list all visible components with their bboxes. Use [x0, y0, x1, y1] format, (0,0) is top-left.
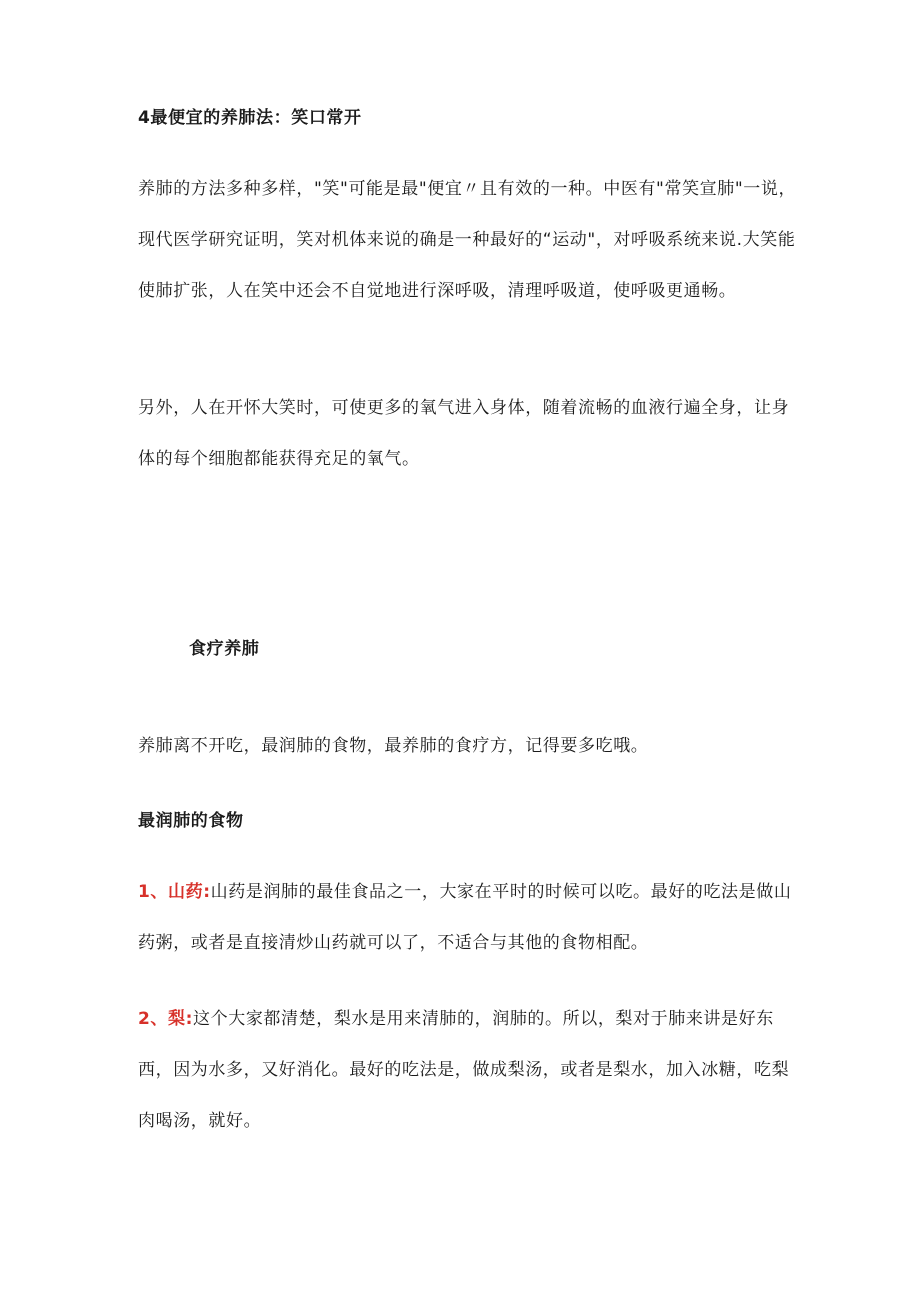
section4-heading: 4最便宜的养肺法：笑口常开: [138, 108, 362, 128]
food-item-yam: [138, 867, 798, 969]
food-therapy-heading: 食疗养肺: [189, 639, 260, 659]
intro-paragraph: 养肺的方法多种多样，"笑"可能是最"便宜〃且有效的一种。中医有"常笑宣肺"一说，现代医学研究证明，笑对机体来说的确是一种最好的“运动"，对呼吸系统来说.大笑能使肺扩张，人在笑中还会不自觉地进行深呼吸，清理呼吸道，使呼吸更通畅。: [138, 179, 797, 301]
another-paragraph: 另外，人在开怀大笑时，可使更多的氧气进入身体，随着流畅的血液行遍全身，让身体的每个细胞都能获得充足的氧气。: [138, 398, 790, 469]
food-intro-paragraph: 养肺离不开吃，最润肺的食物，最养肺的食疗方，记得要多吃哦。: [138, 736, 649, 756]
food-item-text: 山药是润肺的最佳食品之一，大家在平时的时候可以吃。最好的吃法是做山药粥，或者是直接清炒山药就可以了，不适合与其他的食物相配。: [138, 882, 792, 953]
food-item-label: 1、山药:: [138, 882, 211, 902]
food-item-pear: [138, 994, 798, 1147]
food-item-label: 2、梨:: [138, 1009, 194, 1029]
best-food-heading: 最润肺的食物: [138, 811, 244, 831]
food-item-text: 这个大家都清楚，梨水是用来清肺的，润肺的。所以，梨对于肺来讲是好东西，因为水多，又好消化。最好的吃法是，做成梨汤，或者是梨水，加入冰糖，吃梨肉喝汤，就好。: [138, 1009, 790, 1131]
